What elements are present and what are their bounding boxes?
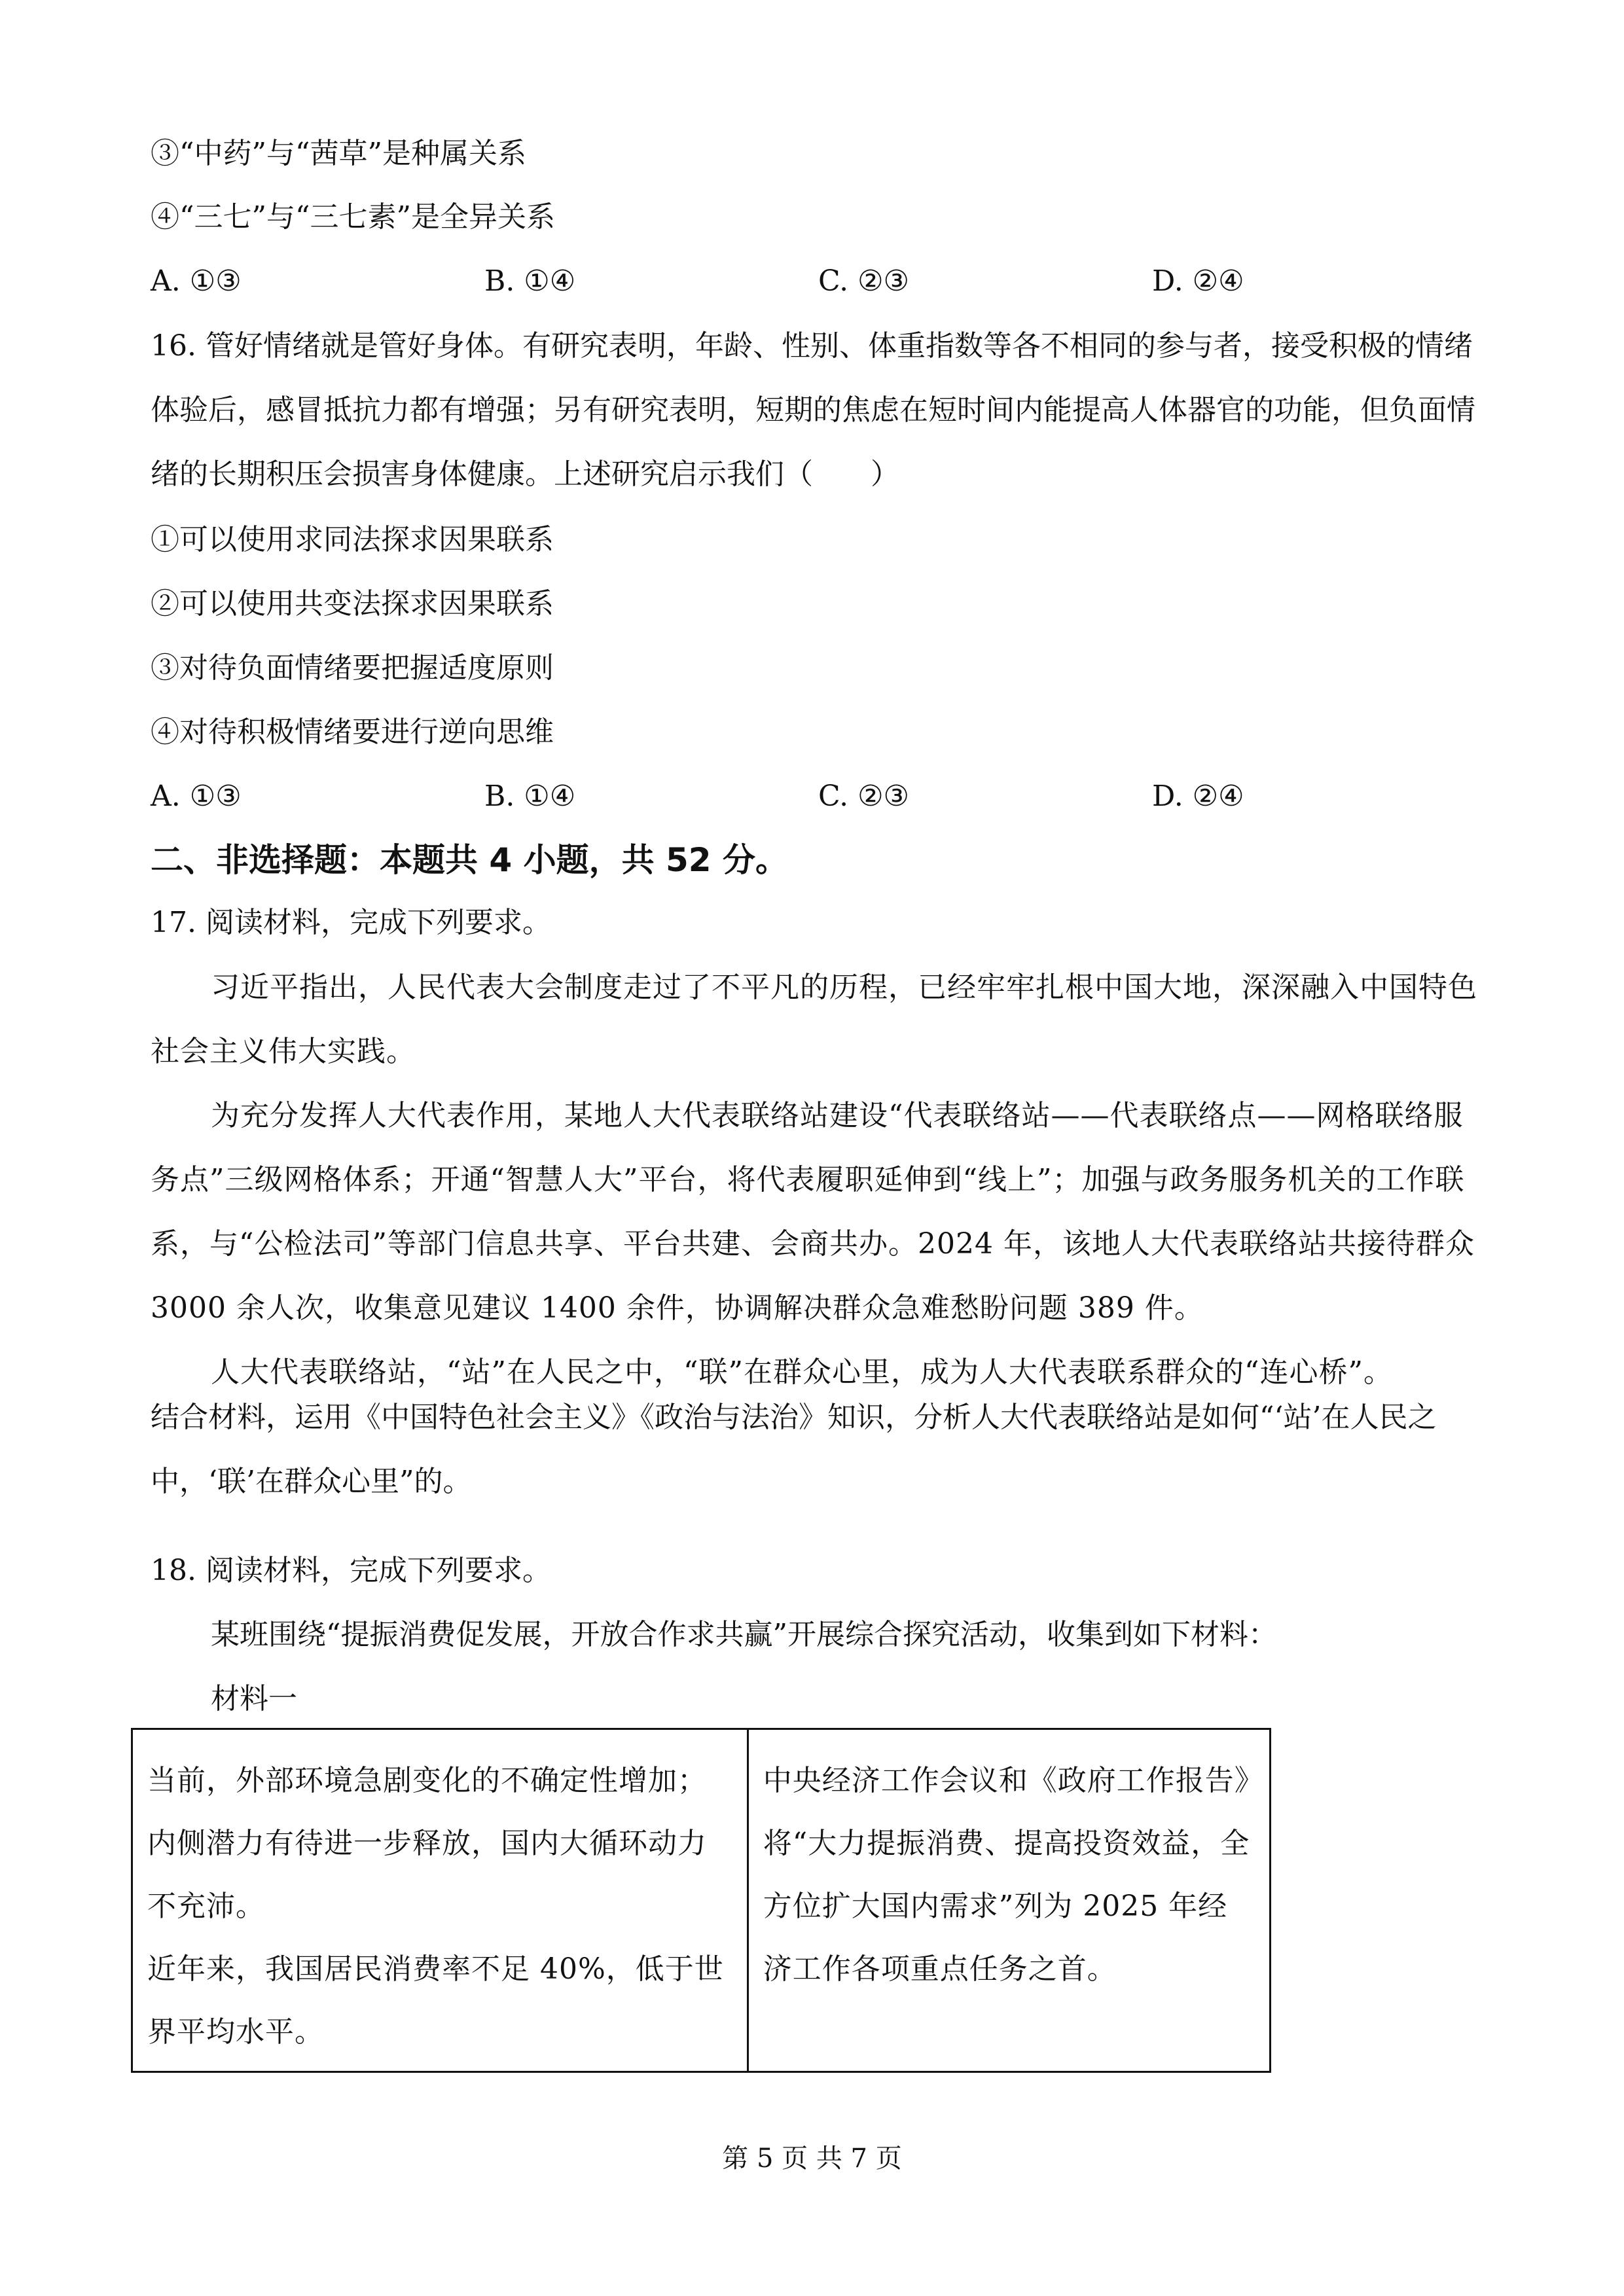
q15-option-b: B. ①④: [484, 264, 576, 298]
q16-item-2: ②可以使用共变法探求因果联系: [151, 587, 554, 620]
q16-option-a: A. ①③: [151, 780, 242, 813]
material-table-right-cell: [749, 1730, 1269, 2071]
q18-intro: 某班围绕“提振消费促发展，开放合作求共赢”开展综合探究活动，收集到如下材料：: [211, 1618, 1277, 1651]
q17-para-2: 为充分发挥人大代表作用，某地人大代表联络站建设“代表联络站——代表联络点——网格联络服务点”三级网格体系；开通“智慧人大”平台，将代表履职延伸到“线上”；加强与政务服务机关的工作联系，与“公检法司”等部门信息共享、平台共建、会商共办。2024 年，该地人大代表联络站共接待群众 3000 余人次，收集意见建议 1400 余件，协调解决群众急难愁盼问题 389 件。: [151, 1099, 1475, 1325]
q16-options: [151, 777, 1486, 816]
q17-para-3: 人大代表联络站，“站”在人民之中，“联”在群众心里，成为人大代表联系群众的“连心桥”。: [211, 1355, 1393, 1389]
q17-question: 结合材料，运用《中国特色社会主义》《政治与法治》知识，分析人大代表联络站是如何“‘站’在人民之中，‘联’在群众心里”的。: [151, 1401, 1437, 1498]
q17-para-1: 习近平指出，人民代表大会制度走过了不平凡的历程，已经牢牢扎根中国大地，深深融入中国特色社会主义伟大实践。: [151, 971, 1477, 1068]
q15-item-4: ④“三七”与“三七素”是全异关系: [151, 200, 555, 234]
material-left-paragraph-2: 近年来，我国居民消费率不足 40%，低于世界平均水平。: [147, 1952, 724, 2049]
q15-option-c: C. ②③: [818, 264, 909, 298]
q16-item-3: ③对待负面情绪要把握适度原则: [151, 651, 554, 685]
q15-options: [151, 262, 1486, 301]
material-table: [131, 1728, 1271, 2073]
material-table-left-cell: [133, 1730, 749, 2071]
q18-material-label: 材料一: [211, 1682, 297, 1715]
q17-stem: 17. 阅读材料，完成下列要求。: [151, 906, 551, 939]
q15-option-d: D. ②④: [1152, 264, 1244, 298]
q15-item-3: ③“中药”与“茜草”是种属关系: [151, 137, 526, 170]
q16-item-4: ④对待积极情绪要进行逆向思维: [151, 715, 554, 749]
material-left-paragraph-1: 当前，外部环境急剧变化的不确定性增加；内侧潜力有待进一步释放，国内大循环动力不充沛。: [147, 1764, 707, 1923]
q16-stem: 16. 管好情绪就是管好身体。有研究表明，年龄、性别、体重指数等各不相同的参与者，接受积极的情绪体验后，感冒抵抗力都有增强；另有研究表明，短期的焦虑在短时间内能提高人体器官的功能，但负面情绪的长期积压会损害身体健康。上述研究启示我们（ ）: [151, 329, 1475, 491]
material-right-paragraph: 中央经济工作会议和《政府工作报告》将“大力提振消费、提高投资效益，全方位扩大国内需求”列为 2025 年经济工作各项重点任务之首。: [763, 1764, 1250, 1986]
q16-option-d: D. ②④: [1152, 780, 1244, 813]
q15-option-a: A. ①③: [151, 264, 242, 298]
q18-stem: 18. 阅读材料，完成下列要求。: [151, 1554, 551, 1587]
q16-option-c: C. ②③: [818, 780, 909, 813]
section-2-title: 二、非选择题：本题共 4 小题，共 52 分。: [151, 841, 788, 879]
page-footer: 第 5 页 共 7 页: [722, 2144, 902, 2174]
q16-item-1: ①可以使用求同法探求因果联系: [151, 523, 554, 556]
q16-option-b: B. ①④: [484, 780, 576, 813]
